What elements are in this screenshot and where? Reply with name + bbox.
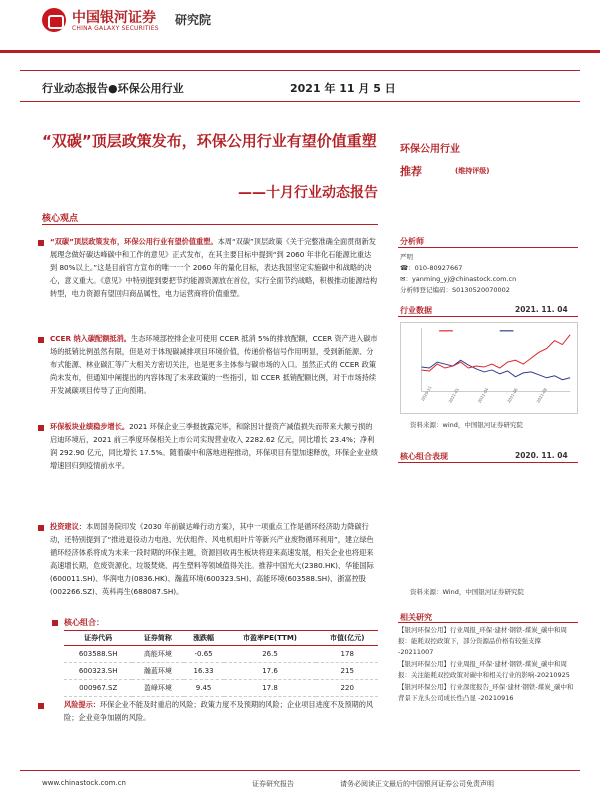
table-cell: 17.6 <box>224 663 317 680</box>
column-header: 涨跌幅 <box>184 631 224 646</box>
report-title: “双碳”顶层政策发布，环保公用行业有望价值重塑 <box>42 132 377 150</box>
table-cell: 215 <box>316 663 378 680</box>
table-cell: 600323.SH <box>64 663 132 680</box>
column-header: 证券简称 <box>132 631 183 646</box>
table-cell: 000967.SZ <box>64 680 132 697</box>
related-heading: 相关研究 <box>400 613 432 622</box>
table-cell: -0.65 <box>184 646 224 663</box>
brand-name: 中国银河证券 <box>72 10 156 26</box>
column-header: 证券代码 <box>64 631 132 646</box>
bullet-icon <box>52 620 58 626</box>
analyst-cert: 分析师登记编码：S0130520070002 <box>400 286 510 294</box>
portfolio-label: 核心组合： <box>64 618 104 627</box>
brand-name-en: CHINA GALAXY SECURITIES <box>72 25 159 32</box>
related-item[interactable]: 【银河环保公用】行业周报_环保·建材·钢铁-煤炭_碳中和周报：能耗双控政策下，部分资源品价格有较强支撑 -20211007 <box>398 626 567 656</box>
institute-label: 研究院 <box>175 13 212 27</box>
table-cell: 603588.SH <box>64 646 132 663</box>
industry-index-chart <box>400 322 578 414</box>
column-header: 市值(亿元) <box>316 631 378 646</box>
core-view-label: 核心观点 <box>42 214 79 224</box>
table-cell: 178 <box>316 646 378 663</box>
analyst-email[interactable]: ✉：yanming_yj@chinastock.com.cn <box>400 275 517 283</box>
footer-disclaimer: 请务必阅读正文最后的中国银河证券公司免责声明 <box>340 780 494 788</box>
core-paragraph-3: 环保板块业绩稳步增长。2021 环保企业三季报披露完毕，和除因计提资产减值损失而带来大额亏损的启迪环境后，2021 前三季度环保相关上市公司实现营业收入 2282.62 亿元，同比增长 23.4%；净利润 292.90 亿元，同比增长 17.5%。随着碳中和落地进程推动，环保项目有望加速释放，环保企业业绩增速回归到疫情前水平。 <box>50 422 378 470</box>
portfolio-table <box>64 630 378 697</box>
report-type: 行业动态报告●环保公用行业 <box>42 82 184 95</box>
core-paragraph-2: CCER 纳入碳配额抵消。生态环境部控排企业可使用 CCER 抵消 5%的排放配额，CCER 资产进入碳市场的抵销比例虽然有限，但是对于体现碳减排项目环境价值，传递价格信号作用明显，受到新能源、分布式能源、林业碳汇等广大相关方密切关注，也是更多主体参与碳市场的入口。虽然正式的 CCER 政策尚未发布，但通知中阐提出的内容体现了未来政策的一些指引，如 CCER 抵销配额比例，对于市场持续开发减碳项目传导了正向预期。 <box>50 334 378 395</box>
table-cell: 26.5 <box>224 646 317 663</box>
table-cell: 17.8 <box>224 680 317 697</box>
footer-note: 证券研究报告 <box>252 780 294 788</box>
bullet-icon <box>38 703 44 709</box>
svg-text:2020-11: 2020-11 <box>419 385 433 402</box>
bullet-icon <box>38 240 44 246</box>
report-date: 2021 年 11 月 5 日 <box>290 82 396 95</box>
svg-text:2021-08: 2021-08 <box>535 387 548 404</box>
table-row <box>64 646 378 663</box>
portfolio-perf-heading: 核心组合表现 <box>400 452 448 461</box>
table-cell: 16.33 <box>184 663 224 680</box>
svg-text:2021-06: 2021-06 <box>506 387 519 404</box>
table-cell: 瀚蓝环境 <box>132 663 183 680</box>
bullet-icon <box>38 425 44 431</box>
bullet-icon <box>38 525 44 531</box>
sidebar-rating-note: (维持评级) <box>455 167 490 175</box>
footer-site[interactable]: www.chinastock.com.cn <box>42 779 126 787</box>
footer-divider <box>20 770 580 771</box>
portfolio-perf-source: 资料来源：Wind，中国银河证券研究院 <box>410 588 524 596</box>
svg-text:2021-04: 2021-04 <box>476 387 490 404</box>
industry-data-date: 2021. 11. 04 <box>515 305 568 314</box>
core-paragraph-1: “双碳”顶层政策发布，环保公用行业有望价值重塑。本周“双碳”顶层政策《关于完整准确全面贯彻新发展理念做好碳达峰碳中和工作的意见》正式发布，在其主要目标中提到“到 2060 年非化石能源比重达到 80%以上。”这是目前官方宣布的唯一一个 2060 年的量化目标，表达我国坚定实施碳中和战略的决心，意义重大。《意见》中特别提到要把节约能源资源放在首位，实行全面节约战略，积极推动能源结构转型，电力资源有望回归商品属性，电力运营商将价值重塑。 <box>50 237 378 298</box>
svg-text:2021-01: 2021-01 <box>447 387 460 404</box>
brand-logo-icon <box>42 8 66 32</box>
core-divider <box>42 224 378 225</box>
portfolio-perf-date: 2020. 11. 04 <box>515 451 568 460</box>
table-row <box>64 663 378 680</box>
table-cell: 高能环境 <box>132 646 183 663</box>
table-row <box>64 680 378 697</box>
sidebar-divider <box>398 247 578 248</box>
related-item[interactable]: 【银河环保公用】行业深度报告_环保·建材·钢铁-煤炭_碳中和背景下龙头公司成长性凸显 -20210916 <box>398 683 574 702</box>
top-divider <box>0 50 600 53</box>
related-research-list <box>398 625 578 705</box>
sidebar-industry: 环保公用行业 <box>400 144 460 155</box>
column-header: 市盈率PE(TTM) <box>224 631 317 646</box>
table-cell: 盈峰环境 <box>132 680 183 697</box>
related-item[interactable]: 【银河环保公用】行业周报_环保·建材·钢铁-煤炭_碳中和周报：关注能耗双控政策对碳中和相关行业的影响-20210925 <box>398 660 570 679</box>
sidebar-divider <box>398 462 578 463</box>
core-paragraph-4: 投资建议：本周国务院印发《2030 年前碳达峰行动方案》，其中一项重点工作是循环经济助力降碳行动，还特别提到了“推进退役动力电池、光伏组件、风电机组叶片等新兴产业废物循环利用”，建立绿色循环经济体系将成为未来一段时期的环保主题，资源回收再生板块将迎来高速发展，相关企业也将迎来高速增长期，危废资源化、垃圾焚烧、再生塑料等领域值得关注。推荐中国光大(2380.HK)、华能国际(600011.SH)、华润电力(0836.HK)、瀚蓝环境(600323.SH)、高能环境(603588.SH)、浙富控股(002266.SZ)、英科再生(688087.SH)。 <box>50 522 374 596</box>
risk-note: 风险提示：环保企业不能及时重启的风险；政策力度不及预期的风险；企业项目进度不及预期的风险；企业竞争加剧的风险。 <box>64 700 374 722</box>
report-subtitle: ——十月行业动态报告 <box>238 185 378 201</box>
portfolio-perf-chart <box>400 468 578 578</box>
analyst-heading: 分析师 <box>400 237 424 246</box>
sidebar-divider <box>398 622 578 623</box>
sidebar-divider <box>398 316 578 317</box>
industry-data-source: 资料来源：wind，中国银河证券研究院 <box>410 421 523 429</box>
analyst-phone: ☎：010-80927667 <box>400 264 463 272</box>
industry-data-heading: 行业数据 <box>400 306 432 315</box>
sidebar-rating: 推荐 <box>400 165 422 178</box>
table-cell: 220 <box>316 680 378 697</box>
bullet-icon <box>38 337 44 343</box>
analyst-name: 严明 <box>400 253 413 261</box>
table-cell: 9.45 <box>184 680 224 697</box>
